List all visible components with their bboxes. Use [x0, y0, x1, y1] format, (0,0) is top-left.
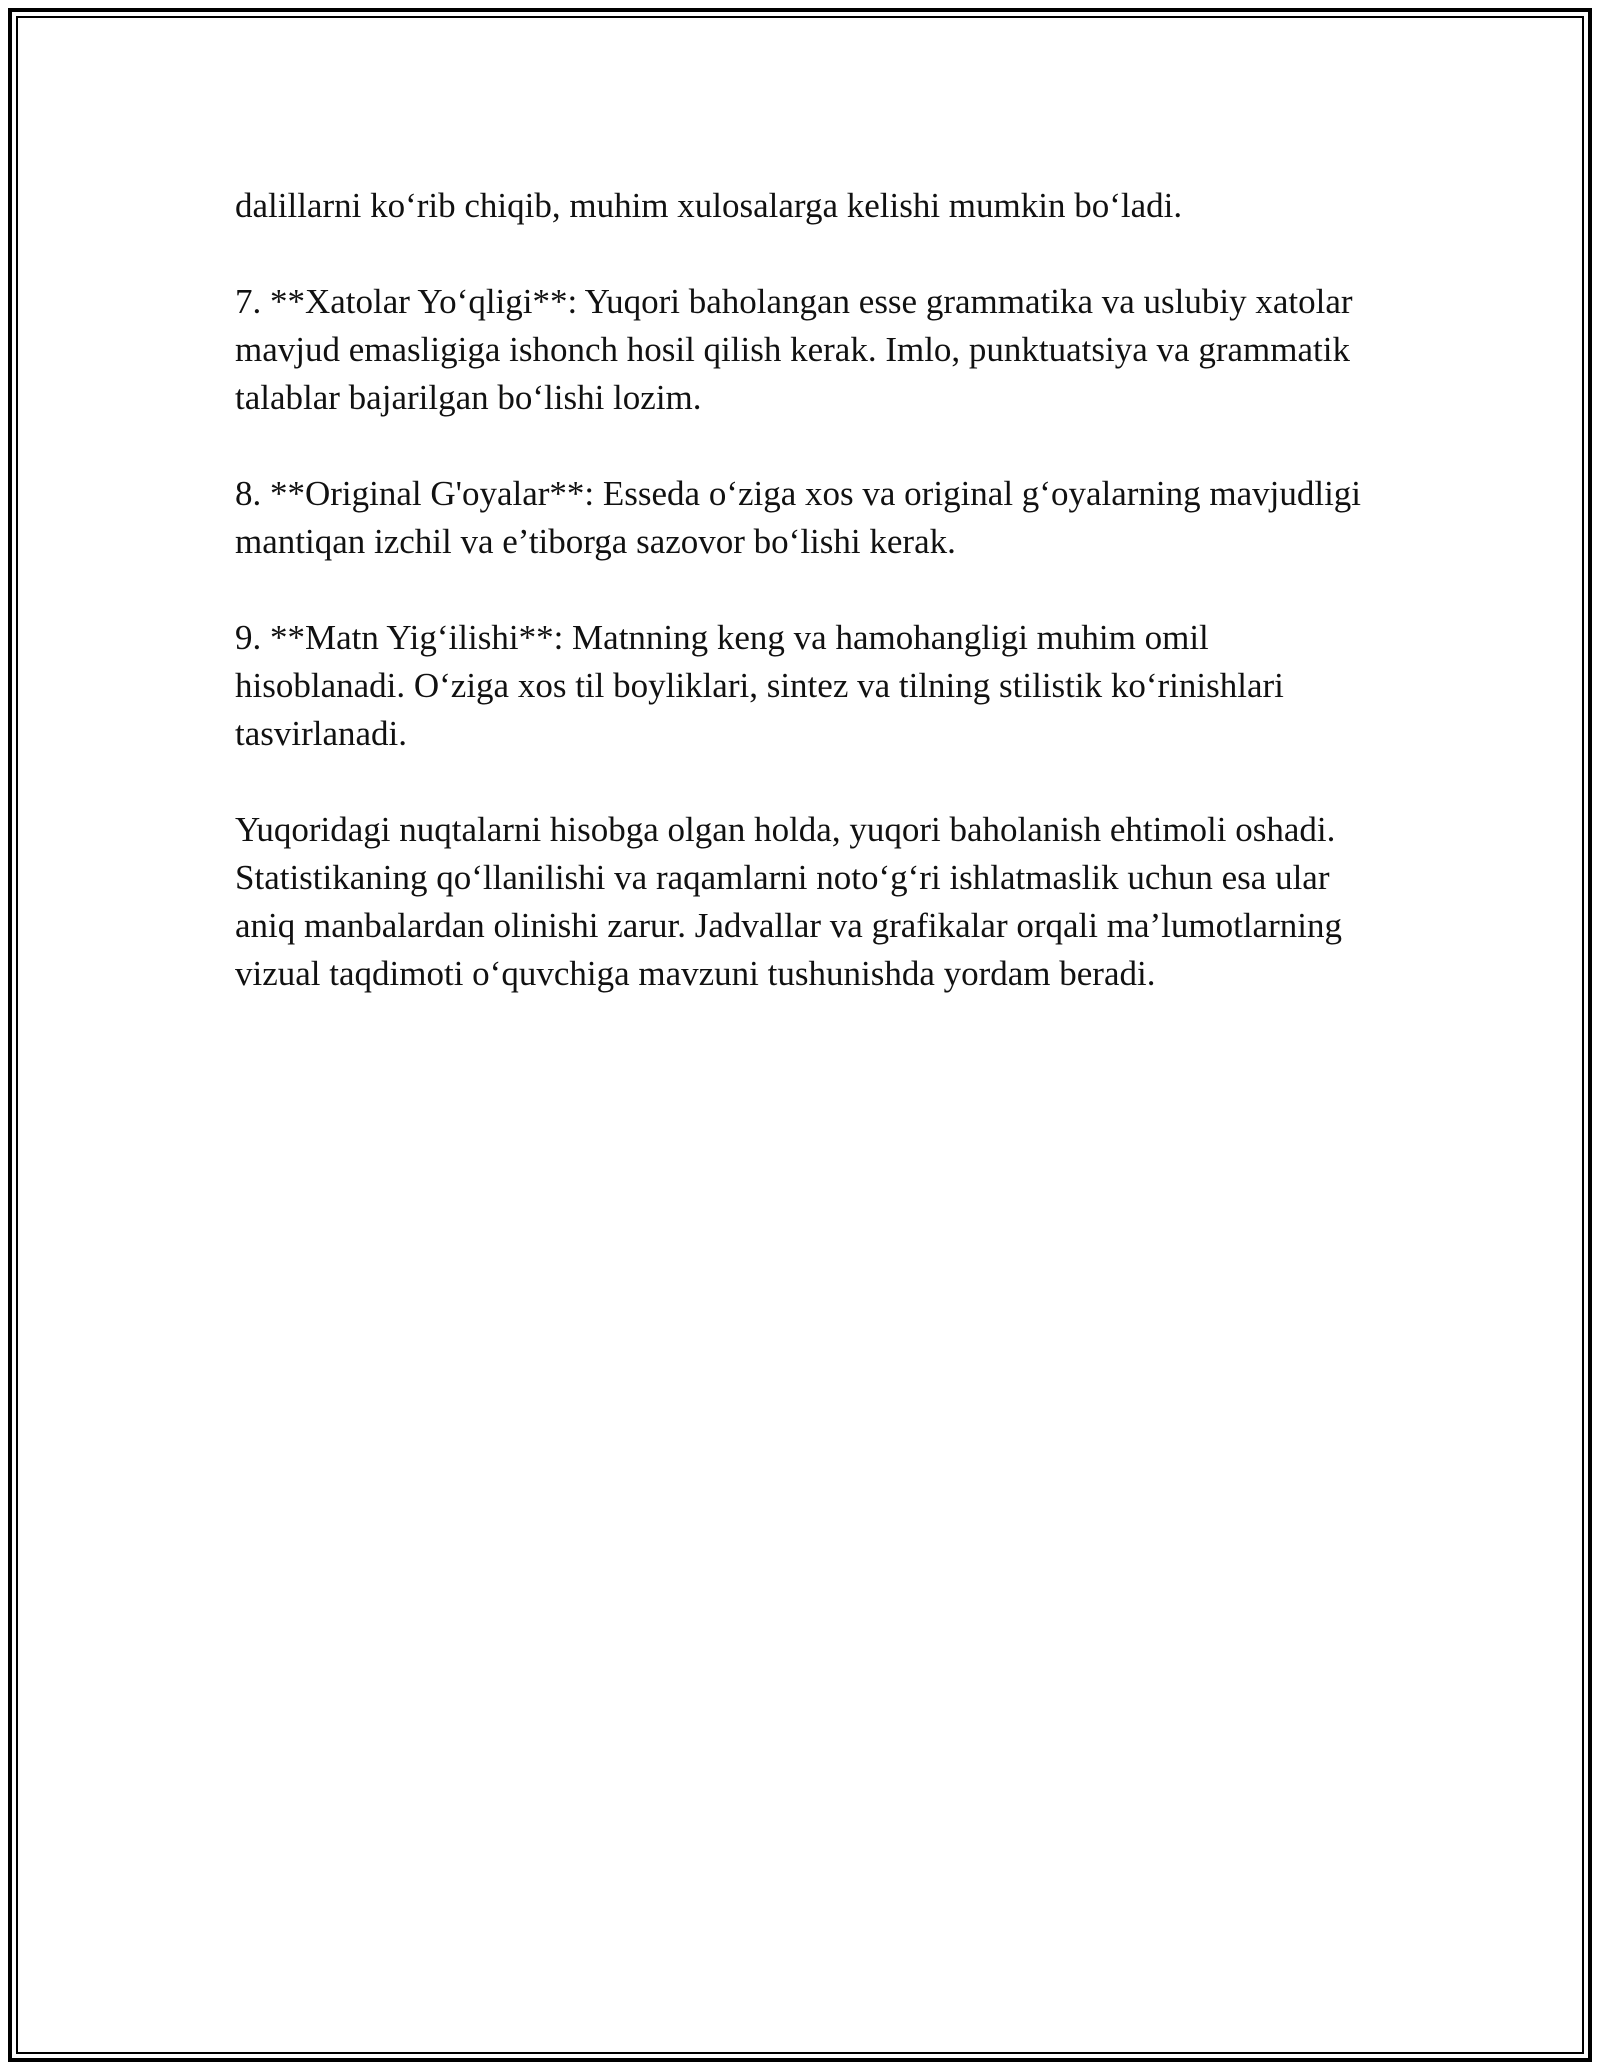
paragraph-continuation: dalillarni ko‘rib chiqib, muhim xulosalarga kelishi mumkin bo‘ladi.	[235, 186, 1183, 225]
paragraph-item-9: 9. **Matn Yig‘ilishi**: Matnning keng va hamohangligi muhim omil hisoblanadi. O‘ziga xos til boyliklari, sintez va tilning stilistik ko‘rinishlari tasvirlanadi.	[235, 618, 1284, 753]
paragraph-item-7: 7. **Xatolar Yo‘qligi**: Yuqori baholangan esse grammatika va uslubiy xatolar mavjud emasligiga ishonch hosil qilish kerak. Imlo, punktuatsiya va grammatik talablar bajarilgan bo‘lishi lozim.	[235, 282, 1353, 417]
document-body	[235, 182, 1375, 998]
paragraph-conclusion: Yuqoridagi nuqtalarni hisobga olgan holda, yuqori baholanish ehtimoli oshadi. Statistikaning qo‘llanilishi va raqamlarni noto‘g‘ri ishlatmaslik uchun esa ular aniq manbalardan olinishi zarur. Jadvallar va grafikalar orqali ma’lumotlarning vizual taqdimoti o‘quvchiga mavzuni tushunishda yordam beradi.	[235, 810, 1342, 993]
paragraph-item-8: 8. **Original G'oyalar**: Esseda o‘ziga xos va original g‘oyalarning mavjudligi mantiqan izchil va e’tiborga sazovor bo‘lishi kerak.	[235, 474, 1362, 561]
